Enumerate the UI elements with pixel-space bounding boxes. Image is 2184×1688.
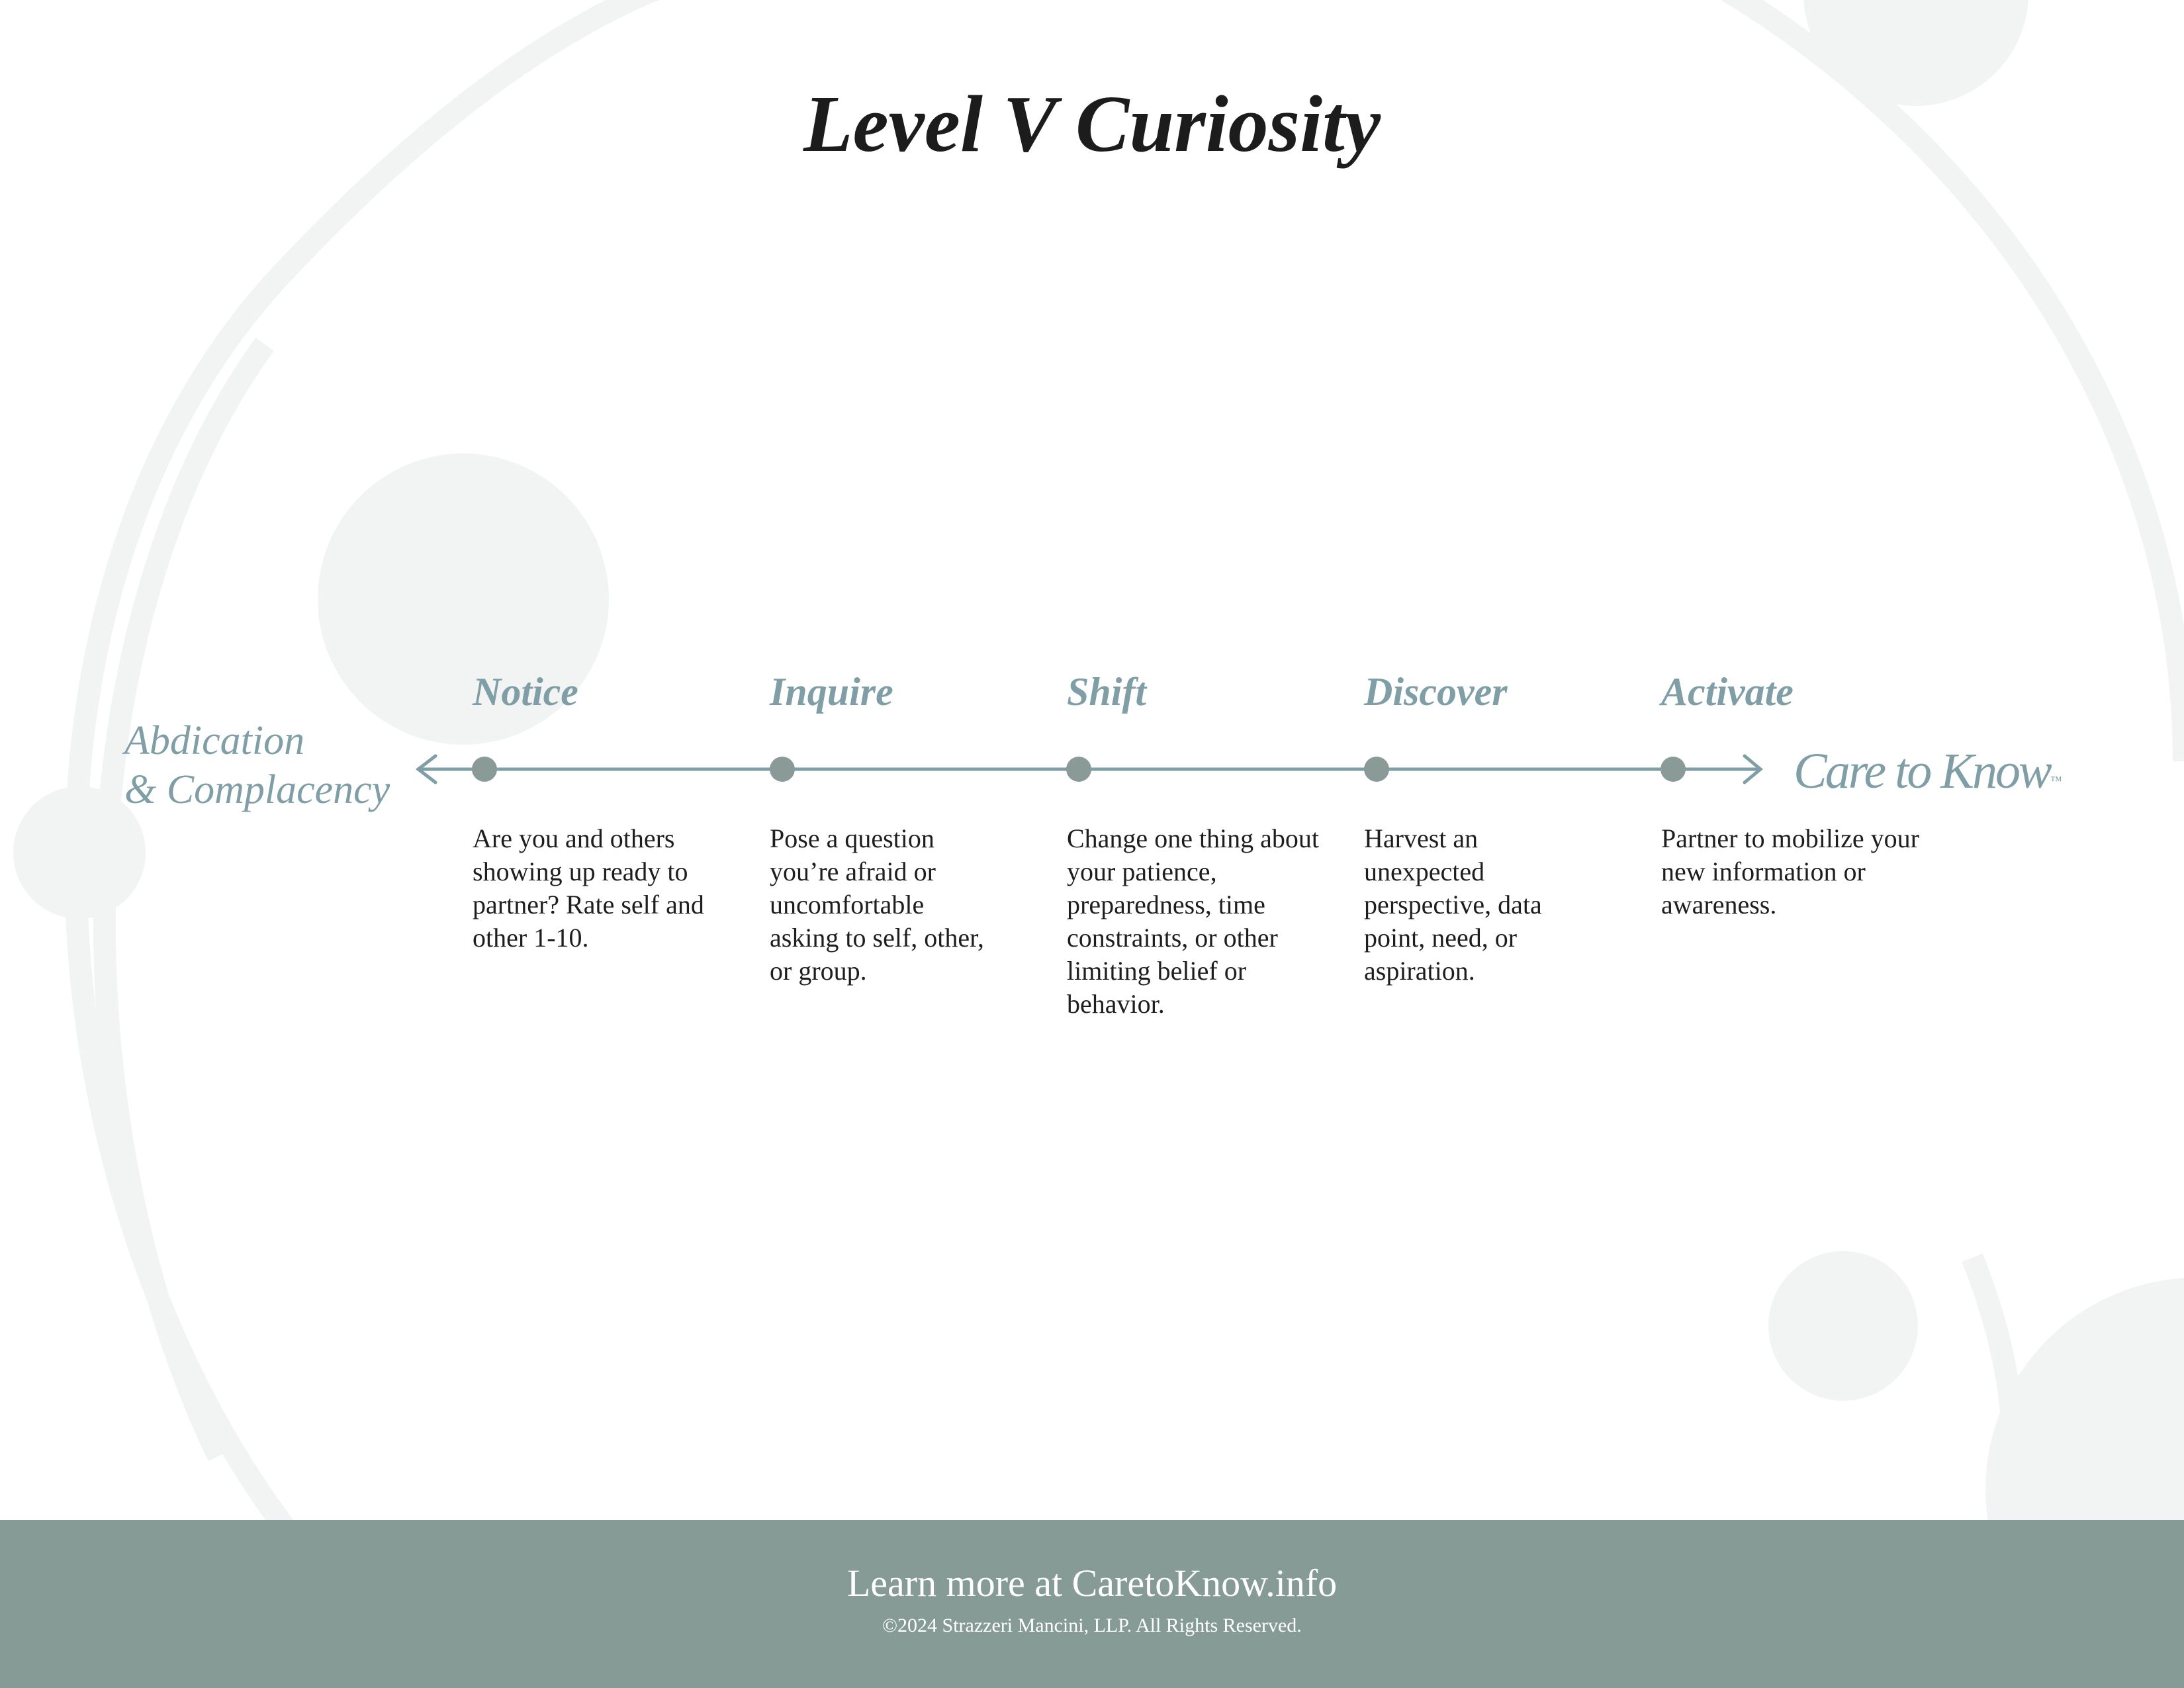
step-title-notice: Notice <box>473 670 578 714</box>
step-description-activate: Partner to mobilize your new information or awareness. <box>1661 823 1919 919</box>
page-title: Level V Curiosity <box>803 79 1381 169</box>
footer-bar <box>0 1520 2184 1688</box>
step-dot-activate <box>1661 757 1686 782</box>
step-description-notice: Are you and others showing up ready to partner? Rate self and other 1-10. <box>473 823 704 953</box>
care-to-know-logo-text: Care to Know <box>1794 743 2050 799</box>
footer-learn-more: Learn more at CaretoKnow.info <box>846 1562 1338 1605</box>
footer-copyright: ©2024 Strazzeri Mancini, LLP. All Rights Reserved. <box>882 1615 1302 1636</box>
step-dot-inquire <box>770 757 795 782</box>
step-title-activate: Activate <box>1661 670 1794 714</box>
step-dot-notice <box>472 757 497 782</box>
step-dot-discover <box>1364 757 1389 782</box>
step-dot-shift <box>1066 757 1091 782</box>
step-title-inquire: Inquire <box>770 670 893 714</box>
spectrum-left-label-line1: Abdication <box>124 718 305 763</box>
step-description-inquire: Pose a question you’re afraid or uncomfortable asking to self, other, or group. <box>770 823 984 986</box>
step-title-shift: Shift <box>1067 670 1147 714</box>
step-description-discover: Harvest an unexpected perspective, data point, need, or aspiration. <box>1364 823 1542 986</box>
spectrum-left-label <box>124 716 390 814</box>
step-description-shift: Change one thing about your patience, preparedness, time constraints, or other limiting belief or behavior. <box>1067 823 1320 1019</box>
trademark-mark: ™ <box>2050 774 2062 787</box>
care-to-know-logo <box>1794 741 2062 801</box>
spectrum-left-label-line2: & Complacency <box>124 767 390 812</box>
step-title-discover: Discover <box>1364 670 1508 714</box>
